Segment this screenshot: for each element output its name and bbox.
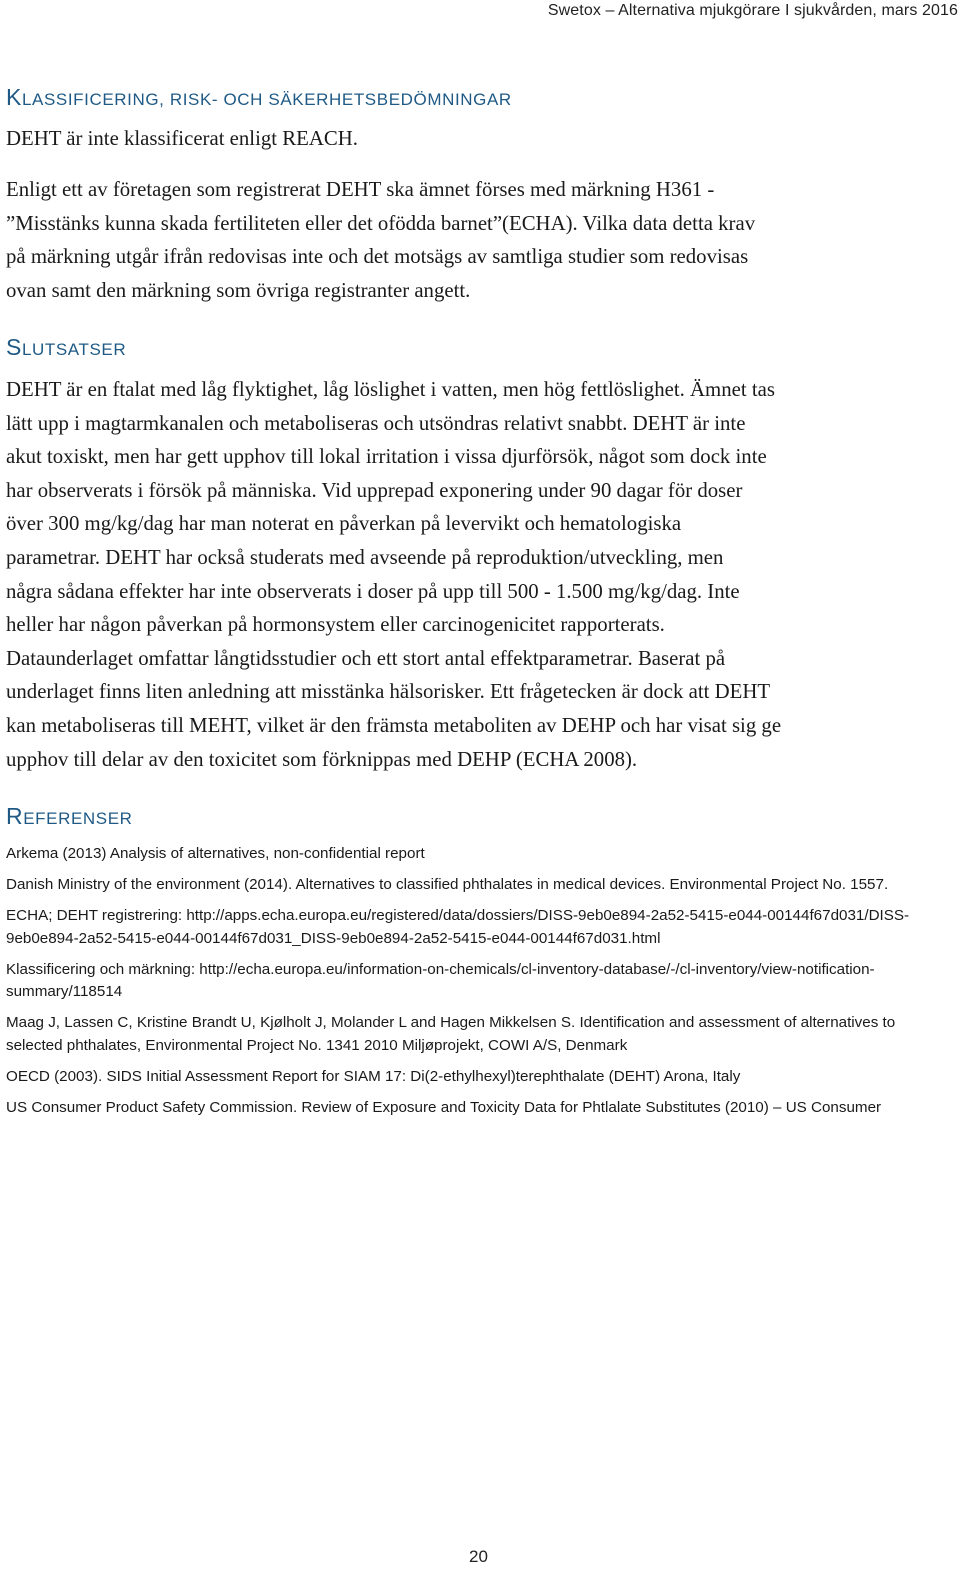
classification-paragraph-2 (6, 173, 956, 307)
text-line: på märkning utgår ifrån redovisas inte och det motsägs av samtliga studier som redovisas (6, 245, 749, 269)
text-line: akut toxiskt, men har gett upphov till lokal irritation i vissa djurförsök, något som dock inte (6, 445, 767, 469)
reference-list (6, 843, 941, 1128)
reference-item: US Consumer Product Safety Commission. Review of Exposure and Toxicity Data for Phtlalate Substitutes (2010) – US Consumer (6, 1098, 882, 1116)
heading-references-rest: EFERENSER (23, 809, 133, 828)
text-line: kan metaboliseras till MEHT, vilket är den främsta metaboliten av DEHP och har visat sig ge (6, 713, 782, 737)
page-number: 20 (469, 1547, 488, 1566)
reference-item: OECD (2003). SIDS Initial Assessment Report for SIAM 17: Di(2-ethylhexyl)terephthalate (DEHT) Arona, Italy (6, 1067, 741, 1085)
classification-paragraph-1: DEHT är inte klassificerat enligt REACH. (6, 127, 358, 150)
reference-item: Arkema (2013) Analysis of alternatives, non-confidential report (6, 845, 425, 862)
text-line: heller har någon påverkan på hormonsystem eller carcinogenicitet rapporterats. (6, 613, 665, 637)
text-line: ovan samt den märkning som övriga registranter angett. (6, 278, 471, 302)
reference-item: Klassificering och märkning: http://echa.europa.eu/information-on-chemicals/cl-inventory-database/-/cl-inventory/view-notification-summary/118514 (6, 960, 875, 1000)
text-line: har observerats i försök på människa. Vid upprepad exponering under 90 dagar för doser (6, 478, 743, 502)
reference-item: Maag J, Lassen C, Kristine Brandt U, Kjølholt J, Molander L and Hagen Mikkelsen S. Identification and assessment of alternatives to selected phthalates, Environmental Project No. 1341 2010 Miljøprojekt, COWI A/S, Denmark (6, 1014, 896, 1054)
reference-item: ECHA; DEHT registrering: http://apps.echa.europa.eu/registered/data/dossiers/DISS-9eb0e894-2a52-5415-e044-00144f67d031/DISS-9eb0e894-2a52-5415-e044-00144f67d031_DISS-9eb0e894-2a52-5415-e044-00144f67d031.html (6, 907, 910, 947)
reference-item: Danish Ministry of the environment (2014). Alternatives to classified phthalates in medical devices. Environmental Project No. 1557. (6, 876, 889, 893)
heading-classification-initial: K (6, 84, 22, 110)
heading-conclusions-initial: S (6, 334, 22, 360)
text-line: upphov till delar av den toxicitet som förknippas med DEHP (ECHA 2008). (6, 747, 638, 771)
heading-references (6, 803, 133, 830)
text-line: lätt upp i magtarmkanalen och metaboliseras och utsöndras relativt snabbt. DEHT är inte (6, 411, 746, 435)
text-line: Dataunderlaget omfattar långtidsstudier och ett stort antal effektparametrar. Baserat på (6, 646, 726, 670)
text-line: över 300 mg/kg/dag har man noterat en påverkan på levervikt och hematologiska (6, 512, 682, 536)
heading-references-initial: R (6, 803, 24, 829)
heading-classification-rest: LASSIFICERING, RISK- OCH SÄKERHETSBEDÖMNINGAR (21, 90, 512, 109)
heading-classification (6, 84, 512, 111)
text-line: parametrar. DEHT har också studerats med avseende på reproduktion/utveckling, men (6, 545, 724, 569)
heading-conclusions (6, 334, 126, 361)
text-line: underlaget finns liten anledning att misstänka hälsorisker. Ett frågetecken är dock att DEHT (6, 680, 771, 704)
heading-conclusions-rest: LUTSATSER (21, 340, 127, 359)
running-header: Swetox – Alternativa mjukgörare I sjukvården, mars 2016 (547, 2, 958, 19)
text-line: några sådana effekter har inte observerats i doser på upp till 500 - 1.500 mg/kg/dag. Inte (6, 579, 740, 603)
text-line: Enligt ett av företagen som registrerat DEHT ska ämnet förses med märkning H361 - (6, 178, 715, 201)
text-line: ”Misstänks kunna skada fertiliteten eller det ofödda barnet”(ECHA). Vilka data detta krav (6, 211, 756, 235)
text-line: DEHT är en ftalat med låg flyktighet, låg löslighet i vatten, men hög fettlöslighet. Ämnet tas (6, 378, 775, 401)
conclusions-paragraph (6, 373, 956, 776)
